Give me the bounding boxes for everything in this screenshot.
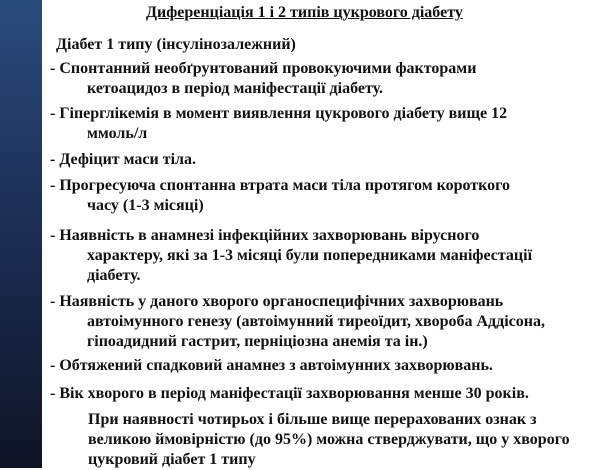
slide-subtitle: Діабет 1 типу (інсулінозалежний) — [56, 36, 296, 53]
list-item: - Спонтанний необґрунтований провокуючими факторами кетоацидоз в період маніфестації діабету. — [50, 60, 477, 97]
conclusion-note: При наявності чотирьох і більше вище перерахованих ознак з великою ймовірністю (до 95%) можна стверджувати, що у хворого цукровий діабет 1 типу — [88, 411, 570, 468]
list-item: - Вік хворого в період маніфестації захворювання менше 30 років. — [50, 385, 529, 402]
slide-side-band — [0, 0, 42, 468]
list-item: - Обтяжений спадковий анамнез з автоімунних захворювань. — [50, 357, 493, 374]
list-item: - Дефіцит маси тіла. — [50, 151, 197, 168]
list-item: - Наявність в анамнезі інфекційних захворювань вірусного характеру, які за 1-3 місяці були попередниками маніфестації діабету. — [50, 227, 533, 284]
list-item: - Прогресуюча спонтанна втрата маси тіла протягом короткого часу (1-3 місяці) — [50, 177, 511, 214]
list-item: - Гіперглікемія в момент виявлення цукрового діабету вище 12 ммоль/л — [50, 105, 508, 142]
list-item: - Наявність у даного хворого органоспецифічних захворювань автоімунного генезу (автоімунний тиреоїдит, хвороба Аддісона, гіпоадидний гастрит, перніціозна анемія та ін.) — [50, 293, 545, 350]
slide-title: Диференціація 1 і 2 типів цукрового діабету — [146, 4, 463, 21]
